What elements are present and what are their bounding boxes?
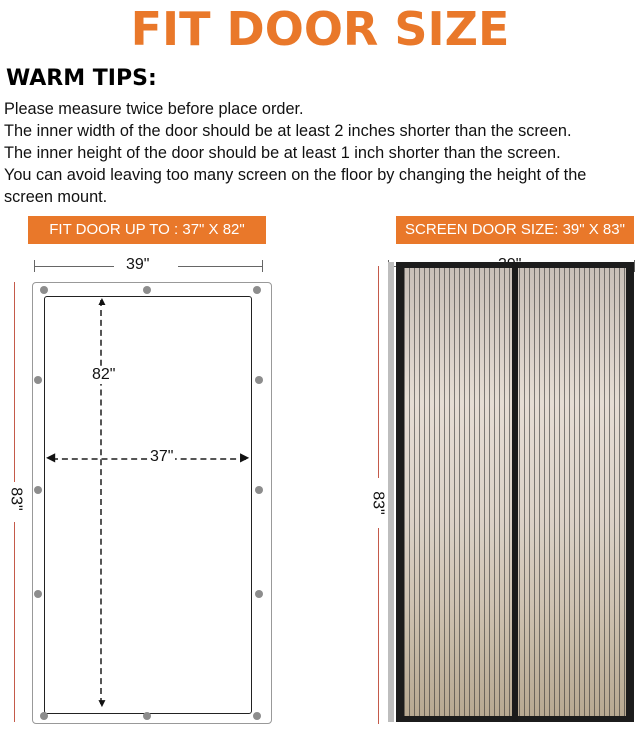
- inner-width-label: 37": [150, 448, 174, 465]
- width-line-right: [178, 266, 262, 267]
- mount-dot: [34, 486, 42, 494]
- mount-dot: [34, 376, 42, 384]
- inner-height-label: 82": [92, 366, 116, 383]
- mount-dot: [255, 376, 263, 384]
- mount-dot: [40, 712, 48, 720]
- outer-height-label: 83": [7, 487, 25, 511]
- width-line-left: [34, 266, 114, 267]
- door-frame: [388, 262, 394, 722]
- height-line-top: [14, 282, 15, 482]
- tip-line: The inner height of the door should be at least 1 inch shorter than the screen.: [4, 144, 561, 162]
- tip-line: The inner width of the door should be at least 2 inches shorter than the screen.: [4, 122, 572, 140]
- arrow-up-icon: ▲: [96, 294, 108, 308]
- mount-dot: [255, 590, 263, 598]
- arrow-left-icon: ◀: [46, 450, 56, 464]
- mount-dot: [253, 712, 261, 720]
- tips-list: [4, 98, 640, 208]
- inner-height-line: [100, 300, 102, 704]
- tip-line: screen mount.: [4, 188, 108, 206]
- mount-dot: [253, 286, 261, 294]
- tips-heading: WARM TIPS:: [6, 66, 157, 91]
- arrow-right-icon: ▶: [240, 450, 250, 464]
- mount-dot: [143, 712, 151, 720]
- mount-dot: [34, 590, 42, 598]
- screen-size-tag: SCREEN DOOR SIZE: 39" X 83": [396, 216, 634, 244]
- fit-door-tag: FIT DOOR UP TO : 37" X 82": [28, 216, 266, 244]
- outer-width-label: 39": [126, 256, 150, 273]
- arrow-down-icon: ▼: [96, 696, 108, 710]
- mount-dot: [40, 286, 48, 294]
- magnetic-seam: [512, 262, 518, 722]
- tip-line: You can avoid leaving too many screen on the floor by changing the height of the: [4, 166, 587, 184]
- mount-dot: [255, 486, 263, 494]
- tip-line: Please measure twice before place order.: [4, 100, 304, 118]
- door-inner-frame: [44, 296, 252, 714]
- height-line-bottom: [14, 522, 15, 722]
- width-tick-right: [262, 260, 263, 272]
- screen-height-line-bottom: [378, 528, 379, 724]
- screen-height-line-top: [378, 266, 379, 478]
- screen-width-tick-right: [634, 260, 635, 272]
- page-title: FIT DOOR SIZE: [130, 2, 510, 56]
- mount-dot: [143, 286, 151, 294]
- screen-height-label: 83": [369, 491, 387, 515]
- width-tick-left: [34, 260, 35, 272]
